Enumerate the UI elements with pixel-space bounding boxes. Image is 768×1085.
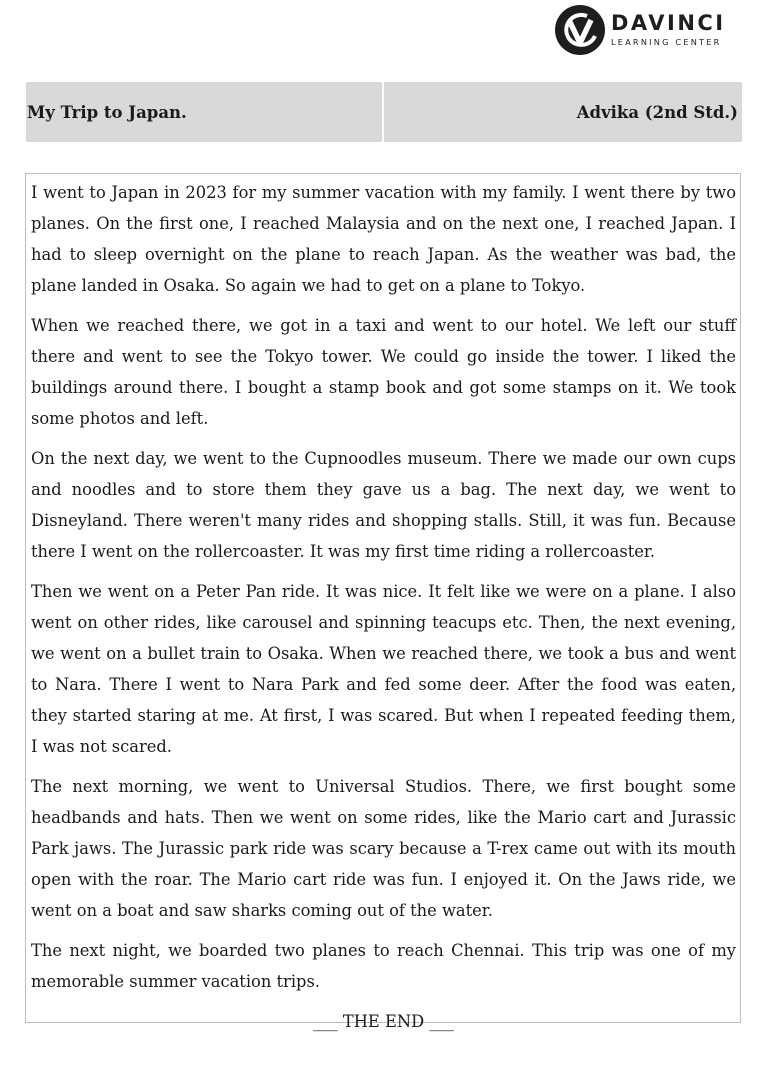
brand-name: DAVINCI [611, 11, 726, 35]
davinci-logo [553, 2, 743, 58]
the-end-label: ___ THE END ___ [313, 1012, 454, 1031]
page-title: My Trip to Japan. [26, 82, 382, 142]
story-paragraph-3: On the next day, we went to the Cupnoodles museum. There we made our own cups and noodles and to store them they gave us a bag. The next day, we went to Disneyland. There weren't many rides and shopping stalls. Still, it was fun. Because there I went on the rollercoaster. It was my first time riding a rollercoaster. [31, 449, 736, 561]
story-box [25, 173, 741, 1031]
story-paragraph-2: When we reached there, we got in a taxi and went to our hotel. We left our stuff there and went to see the Tokyo tower. We could go inside the tower. I liked the buildings around there. I bought a stamp book and got some stamps on it. We took some photos and left. [31, 316, 736, 428]
story-paragraph-5: The next morning, we went to Universal Studios. There, we first bought some headbands and hats. Then we went on some rides, like the Mario cart and Jurassic Park jaws. The Jurassic park ride was scary because a T-rex came out with its mouth open with the roar. The Mario cart ride was fun. I enjoyed it. On the Jaws ride, we went on a boat and saw sharks coming out of the water. [31, 777, 736, 920]
brand-tagline: LEARNING CENTER [611, 37, 722, 47]
story-paragraph-4: Then we went on a Peter Pan ride. It was nice. It felt like we were on a plane. I also went on other rides, like carousel and spinning teacups etc. Then, the next evening, we went on a bullet train to Osaka. When we reached there, we took a bus and went to Nara. There I went to Nara Park and fed some deer. After the food was eaten, they started staring at me. At first, I was scared. But when I repeated feeding them, I was not scared. [31, 582, 736, 756]
davinci-logo-mark-icon [553, 3, 607, 57]
logo-text [611, 12, 726, 48]
story-paragraph-6: The next night, we boarded two planes to reach Chennai. This trip was one of my memorable summer vacation trips. [31, 941, 736, 991]
author-label: Advika (2nd Std.) [384, 82, 743, 142]
title-bar [26, 82, 742, 142]
story-paragraph-1: I went to Japan in 2023 for my summer vacation with my family. I went there by two planes. On the first one, I reached Malaysia and on the next one, I reached Japan. I had to sleep overnight on the plane to reach Japan. As the weather was bad, the plane landed in Osaka. So again we had to get on a plane to Tokyo. [31, 183, 736, 295]
